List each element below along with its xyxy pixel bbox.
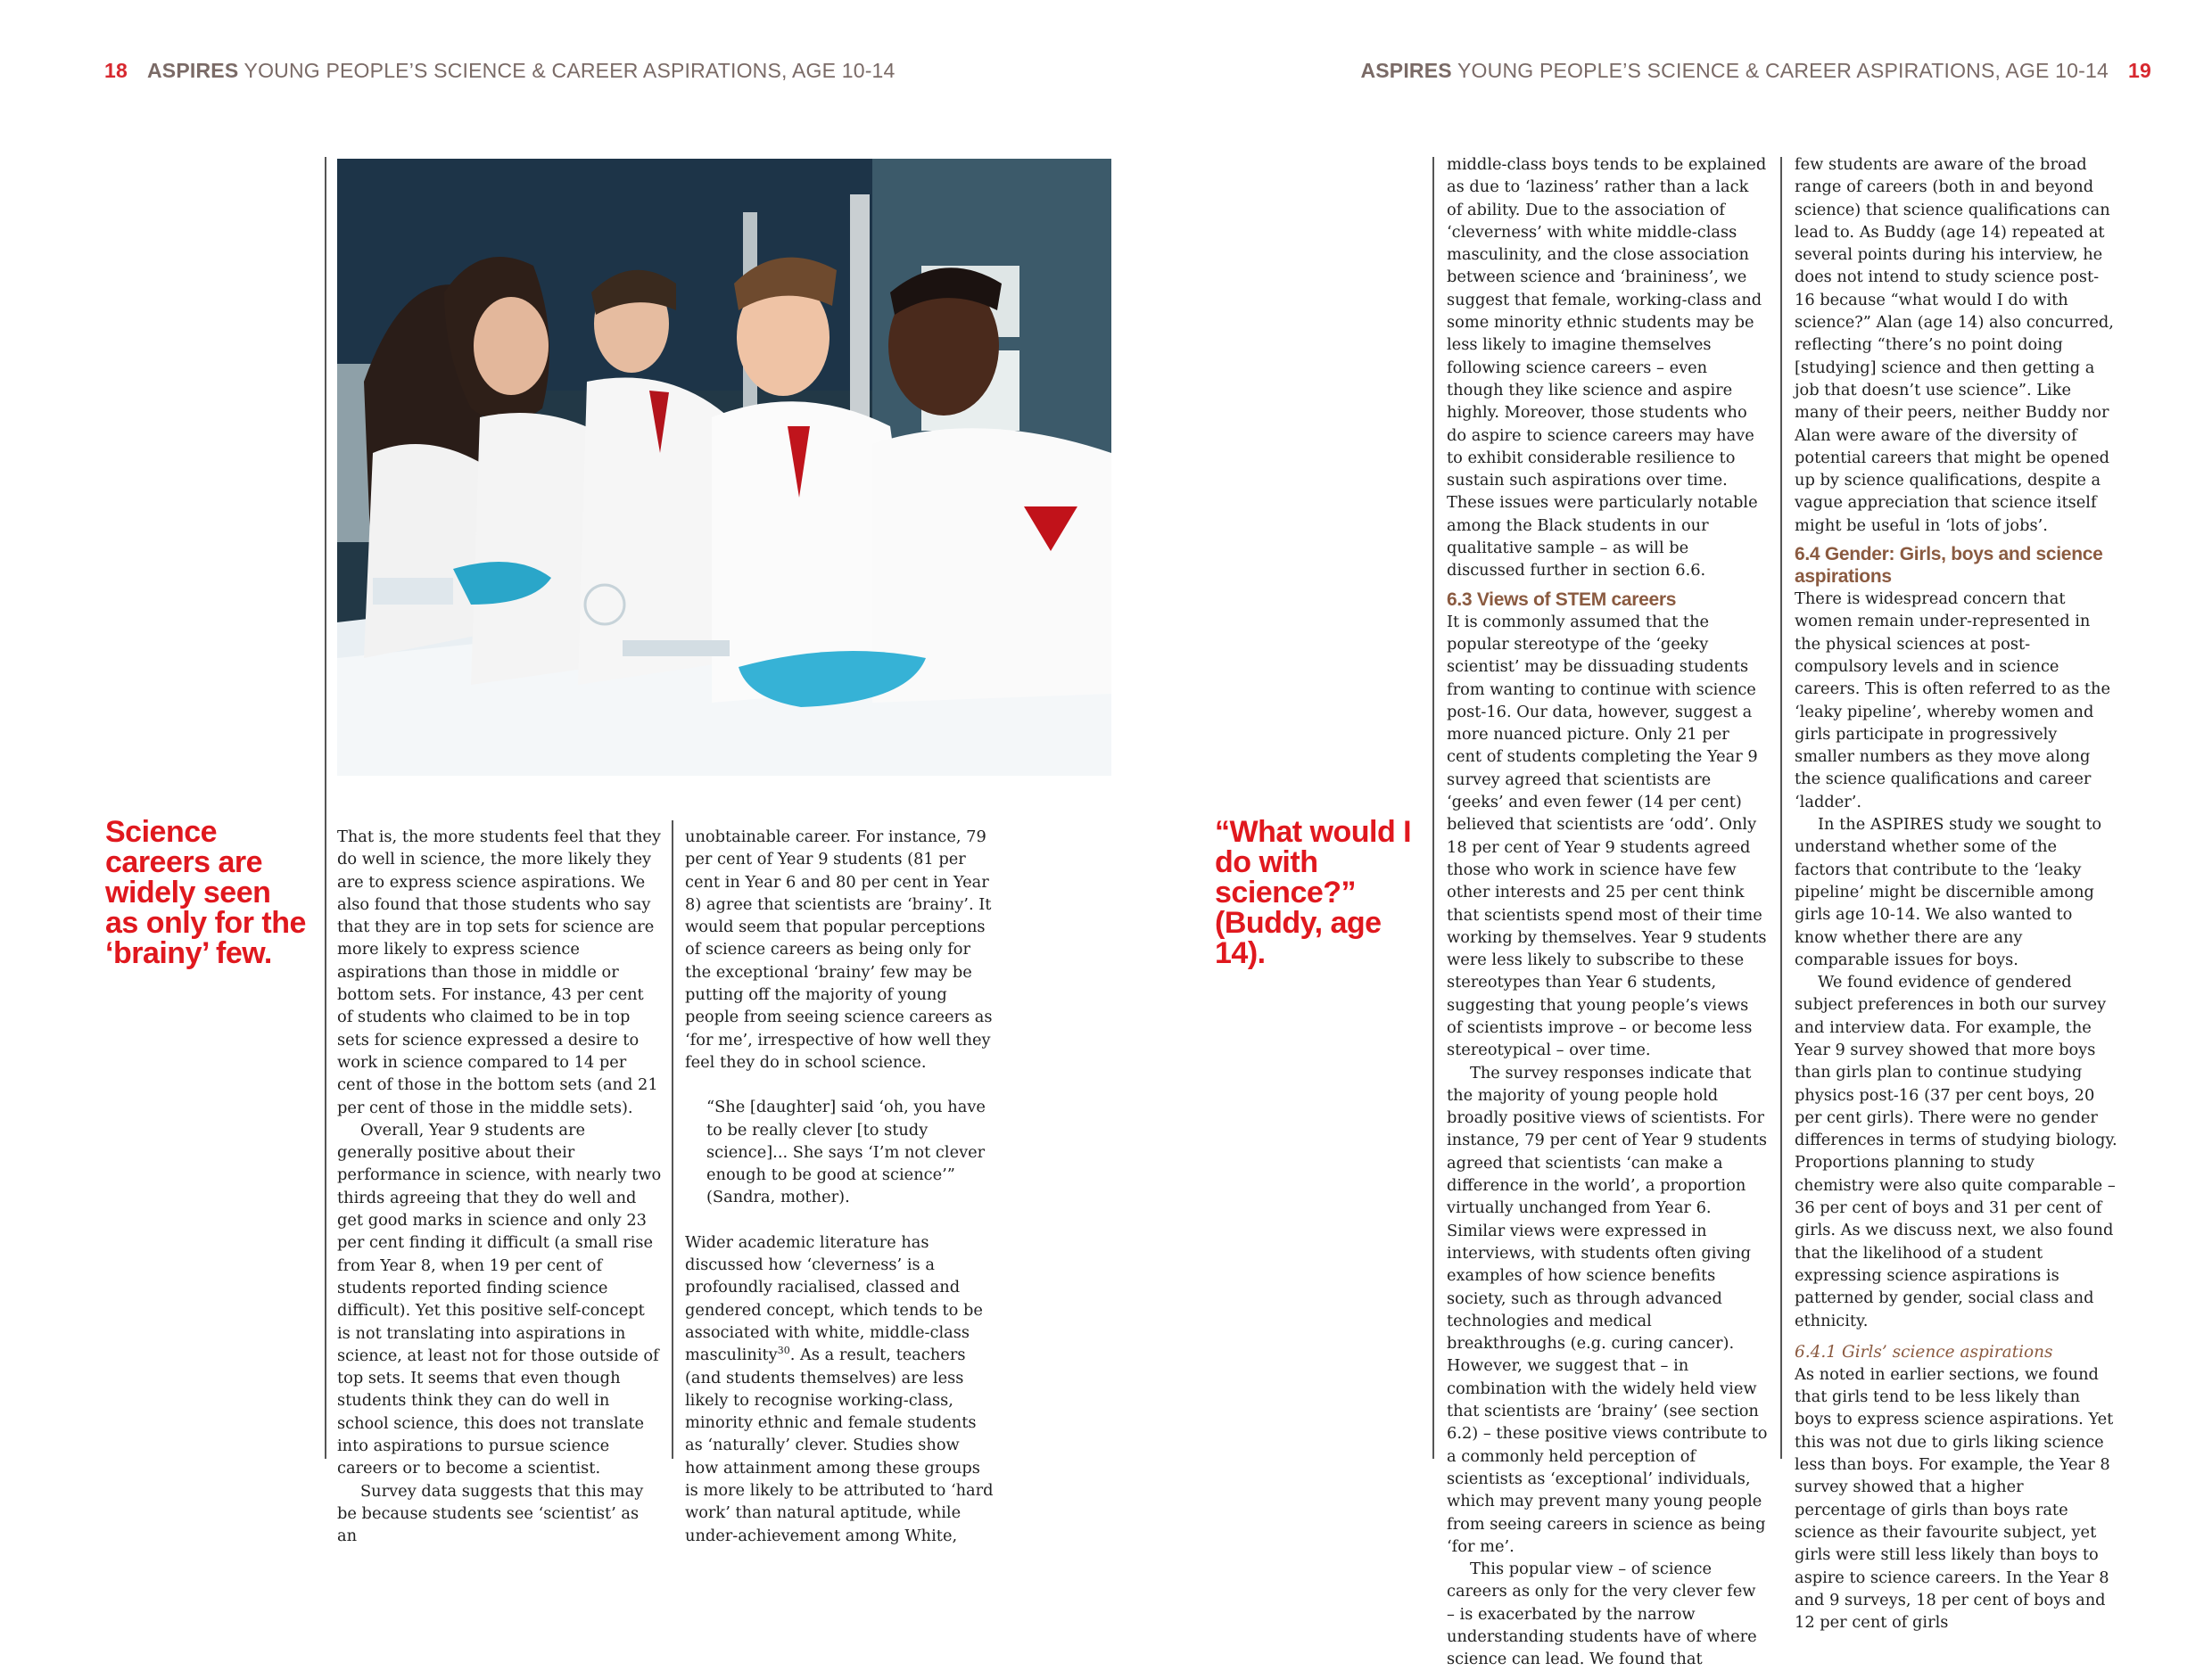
- paragraph: unobtainable career. For instance, 79 per cent of Year 9 students (81 per cent in Year 6 and 80 per cent in Year 8) agree that scientists are ‘brainy’. It would seem that popular perceptions of science careers as being only for the exceptional ‘brainy’ few may be putting off the majority of young people from seeing science careers as ‘for me’, irrespective of how well they feel they do in school science.: [685, 827, 993, 1072]
- paragraph: That is, the more students feel that they do well in science, the more likely they are to express science aspirations. We also found that those students who say that they are in top sets for science are more likely to express science aspirations than those in middle or bottom sets. For instance, 43 per cent of students who claimed to be in top sets for science expressed a desire to work in science compared to 14 per cent of those in the bottom sets (and 21 per cent of those in the middle sets).: [337, 827, 661, 1117]
- paragraph: Overall, Year 9 students are generally positive about their performance in science, with nearly two thirds agreeing that they do well and get good marks in science and only 23 per cent finding it difficult (a small rise from Year 8, when 19 per cent of students reported finding science difficult). Yet this positive self-concept is not translating into aspirations in science, at least not for those outside of top sets. It seems that even though students think they can do well in school science, this does not translate into aspirations to pursue science careers or to become a scientist.: [337, 1120, 662, 1478]
- brand-name-left: ASPIRES: [146, 59, 239, 82]
- brand-name-right: ASPIRES: [1360, 59, 1452, 82]
- paragraph: few students are aware of the broad range of careers (both in and beyond science) that science qualifications can lead to. As Buddy (age 14) repeated at several points during his interview, he does not intend to study science post-16 because “what would I do with science?” Alan (age 14) also concurred, reflecting “there’s no point doing [studying] science and then getting a job that doesn’t use science”. Like many of their peers, neither Buddy nor Alan were aware of the diversity of potential careers that might be opened up by science qualifications, despite a vague appreciation that science itself might be useful in ‘lots of jobs’.: [1795, 155, 2114, 535]
- classroom-photo: [337, 159, 1111, 776]
- running-header-left: [104, 59, 896, 83]
- body-column-2: [685, 826, 997, 1547]
- paragraph: It is commonly assumed that the popular stereotype of the ‘geeky scientist’ may be dissuading students from wanting to continue with science post-16. Our data, however, suggest a more nuanced picture. Only 21 per cent of students completing the Year 9 survey agreed that scientists are ‘geeks’ and even fewer (14 per cent) believed that scientists are ‘odd’. Only 18 per cent of Year 9 students agreed those who work in science have few other interests and 25 per cent think that scientists spend most of their time working by themselves. Year 9 students were less likely to subscribe to these stereotypes than Year 6 students, suggesting that young people’s views of scientists improve – or become less stereotypical – over time.: [1447, 612, 1767, 1060]
- pull-quote-right: “What would I do with science?” (Buddy, age 14).: [1215, 815, 1412, 970]
- column-rule: [325, 157, 326, 1459]
- section-heading: 6.3 Views of STEM careers: [1447, 589, 1677, 610]
- column-rule: [1432, 157, 1434, 1459]
- column-rule: [672, 820, 673, 1459]
- paragraph: This popular view – of science careers as only for the very clever few – is exacerbated by the narrow understanding students have of where science can lead. We found that: [1447, 1560, 1757, 1669]
- students-in-lab-illustration: [337, 159, 1111, 776]
- paragraph: We found evidence of gendered subject preferences in both our survey and interview data. For example, the Year 9 survey showed that more boys than girls plan to continue studying physics post-16 (37 per cent boys, 20 per cent girls). There were no gender differences in terms of studying biology. Proportions planning to study chemistry were also quite comparable – 36 per cent of boys and 31 per cent of girls. As we discuss next, we also found that the likelihood of a student expressing science aspirations is patterned by gender, social class and ethnicity.: [1795, 973, 2117, 1330]
- paragraph: The survey responses indicate that the majority of young people hold broadly positive views of scientists. For instance, 79 per cent of Year 9 students agreed that scientists ‘can make a difference in the world’, a proportion virtually unchanged from Year 6. Similar views were expressed in interviews, with students often giving examples of how science benefits society, such as through advanced technologies and medical breakthroughs (e.g. curing cancer). However, we suggest that – in combination with the widely held view that scientists are ‘brainy’ (see section 6.2) – these positive views contribute to a commonly held perception of scientists as ‘exceptional’ individuals, which may prevent many young people from seeing careers in science as being ‘for me’.: [1447, 1063, 1768, 1556]
- column-rule: [1780, 157, 1782, 1459]
- pull-quote-left: Science careers are widely seen as only for the ‘brainy’ few.: [105, 815, 306, 970]
- page-number-left: 18: [104, 59, 128, 82]
- report-title-left: YOUNG PEOPLE’S SCIENCE & CAREER ASPIRATIONS, AGE 10-14: [243, 59, 896, 82]
- paragraph: Survey data suggests that this may be because students see ‘scientist’ as an: [337, 1481, 644, 1546]
- body-column-3: [1447, 153, 1768, 1671]
- footnote-ref: 30: [777, 1345, 790, 1357]
- body-column-1: [337, 826, 662, 1548]
- paragraph-part: . As a result, teachers (and students themselves) are less likely to recognise working-class, minority ethnic and female students as ‘naturally’ clever. Studies show how attainment among these groups is more likely to be attributed to ‘hard work’ than natural aptitude, while under-achievement among White,: [685, 1346, 994, 1545]
- interview-quote: “She [daughter] said ‘oh, you have to be really clever [to study science]... She says ‘I’m not clever enough to be good at science’” (Sandra, mother).: [706, 1098, 986, 1207]
- paragraph-part: Wider academic literature has discussed how ‘cleverness’ is a profoundly racialised, classed and gendered concept, which tends to be associated with white, middle-class masculinity: [685, 1232, 983, 1365]
- body-column-4: [1795, 153, 2117, 1634]
- subsection-heading: 6.4.1 Girls’ science aspirations: [1795, 1342, 2053, 1362]
- paragraph: As noted in earlier sections, we found that girls tend to be less likely than boys to express science aspirations. Yet this was not due to girls liking science less than boys. For example, the Year 8 survey showed that a higher percentage of girls than boys rate science as their favourite subject, yet girls were still less likely than boys to aspire to science careers. In the Year 8 and 9 surveys, 18 per cent of boys and 12 per cent of girls: [1795, 1364, 2114, 1633]
- paragraph: [685, 1231, 997, 1547]
- paragraph: middle-class boys tends to be explained as due to ‘laziness’ rather than a lack of ability. Due to the association of ‘cleverness’ with white middle-class masculinity, and the close association between science and ‘braininess’, we suggest that female, working-class and some minority ethnic students may be less likely to imagine themselves following science careers – even though they like science and aspire highly. Moreover, those students who do aspire to science careers may have to exhibit considerable resilience to sustain such aspirations over time. These issues were particularly notable among the Black students in our qualitative sample – as will be discussed further in section 6.6.: [1447, 155, 1767, 580]
- paragraph: There is widespread concern that women remain under-represented in the physical sciences at post-compulsory levels and in science careers. This is often referred to as the ‘leaky pipeline’, whereby women and girls participate in progressively smaller numbers as they move along the science qualifications and career ‘ladder’.: [1795, 589, 2111, 811]
- running-header-right: [1360, 59, 2151, 83]
- report-title-right: YOUNG PEOPLE’S SCIENCE & CAREER ASPIRATIONS, AGE 10-14: [1457, 59, 2109, 82]
- page-number-right: 19: [2128, 59, 2151, 82]
- paragraph: In the ASPIRES study we sought to understand whether some of the factors that contribute to the ‘leaky pipeline’ might be discernible among girls age 10-14. We also wanted to know whether there are any comparable issues for boys.: [1795, 815, 2102, 969]
- section-heading: 6.4 Gender: Girls, boys and science aspirations: [1795, 544, 2103, 588]
